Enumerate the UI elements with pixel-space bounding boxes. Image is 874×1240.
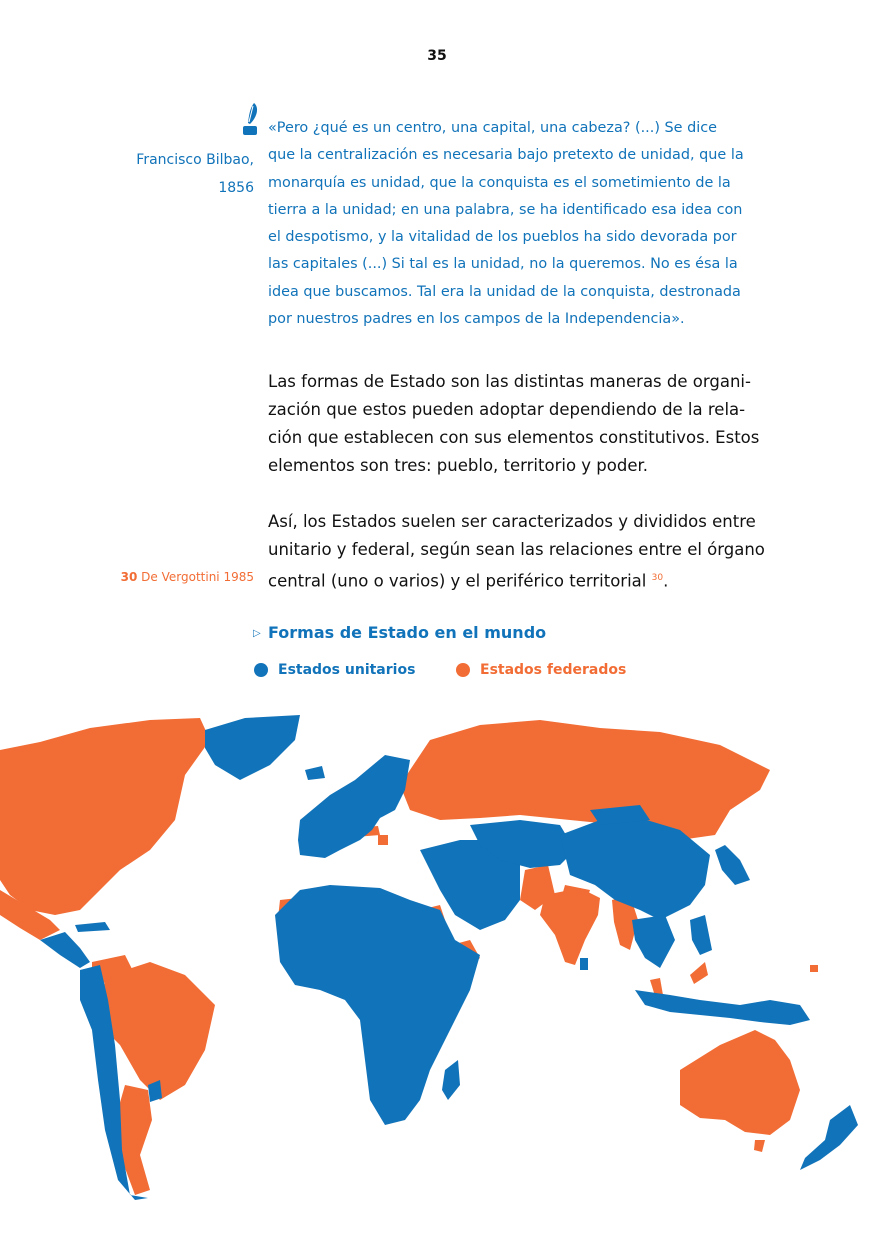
paragraph-unitary-federal (268, 508, 778, 596)
map-region-new-zealand (800, 1105, 858, 1170)
map-region-north-america (0, 718, 210, 915)
map-region-greenland (205, 715, 300, 780)
paragraph-line: Las formas de Estado son las distintas maneras de organi- (268, 372, 751, 391)
map-region-caribbean (75, 922, 110, 932)
quote-line: monarquía es unidad, que la conquista es el sometimiento de la (268, 174, 731, 191)
paragraph-line-text: central (uno o varios) y el periférico territorial (268, 571, 647, 591)
paragraph-line: ción que establecen con sus elementos constitutivos. Estos (268, 428, 760, 447)
paragraph-line: zación que estos pueden adoptar dependiendo de la rela- (268, 400, 746, 419)
citation-number: 30 (120, 570, 138, 584)
quote-line: las capitales (...) Si tal es la unidad, no la queremos. No es ésa la (268, 256, 738, 273)
legend-label: Estados federados (480, 662, 627, 678)
map-region-korea-japan (715, 845, 750, 885)
paragraph-line: elementos son tres: pueblo, territorio y poder. (268, 456, 649, 475)
paragraph-line: unitario y federal, según sean las relaciones entre el órgano (268, 540, 765, 559)
map-region-philippines (690, 915, 712, 955)
legend-dot-unitary (254, 663, 268, 677)
quote-line: tierra a la unidad; en una palabra, se ha identificado esa idea con (268, 201, 743, 218)
quote-text (268, 115, 768, 333)
quill-pen-icon (240, 102, 260, 136)
page-number: 35 (427, 48, 447, 64)
map-region-madagascar (442, 1060, 460, 1100)
quote-author (136, 146, 254, 202)
triangle-marker-icon: ▷ (253, 628, 261, 639)
map-region-southeast-asia (632, 915, 675, 968)
map-region-iceland (305, 766, 325, 780)
paragraph-forms-of-state (268, 368, 778, 480)
world-map (0, 700, 874, 1210)
map-region-central-america (40, 932, 90, 968)
quote-line: idea que buscamos. Tal era la unidad de la conquista, destronada (268, 283, 741, 300)
quote-line: que la centralización es necesaria bajo pretexto de unidad, que la (268, 147, 744, 164)
paragraph-line: Así, los Estados suelen ser caracterizados y divididos entre (268, 512, 756, 531)
map-region-micronesia (810, 965, 818, 972)
map-region-bosnia (378, 835, 388, 845)
map-region-malaysia-borneo (690, 962, 708, 984)
legend-dot-federal (456, 663, 470, 677)
paragraph-line (268, 564, 778, 596)
legend-label: Estados unitarios (278, 662, 416, 678)
map-title: Formas de Estado en el mundo (268, 623, 547, 642)
footnote-reference[interactable]: 30 (651, 573, 664, 583)
quote-author-name: Francisco Bilbao, (136, 152, 254, 168)
quote-line: el despotismo, y la vitalidad de los pueblos ha sido devorada por (268, 229, 737, 246)
quote-line: por nuestros padres en los campos de la Independencia». (268, 311, 685, 328)
legend-item-federal (456, 662, 626, 678)
map-region-australia (680, 1030, 800, 1135)
map-region-india (540, 888, 600, 965)
side-citation (121, 570, 254, 584)
legend-item-unitary (254, 662, 415, 678)
map-region-indonesia (635, 990, 810, 1025)
map-region-tasmania (754, 1140, 765, 1152)
citation-text: De Vergottini 1985 (141, 570, 254, 584)
paragraph-end-punctuation: . (663, 571, 669, 591)
map-region-sri-lanka (580, 958, 588, 970)
quote-line: «Pero ¿qué es un centro, una capital, una cabeza? (...) Se dice (268, 120, 717, 136)
map-region-russia (400, 720, 770, 840)
quote-year: 1856 (218, 180, 254, 196)
